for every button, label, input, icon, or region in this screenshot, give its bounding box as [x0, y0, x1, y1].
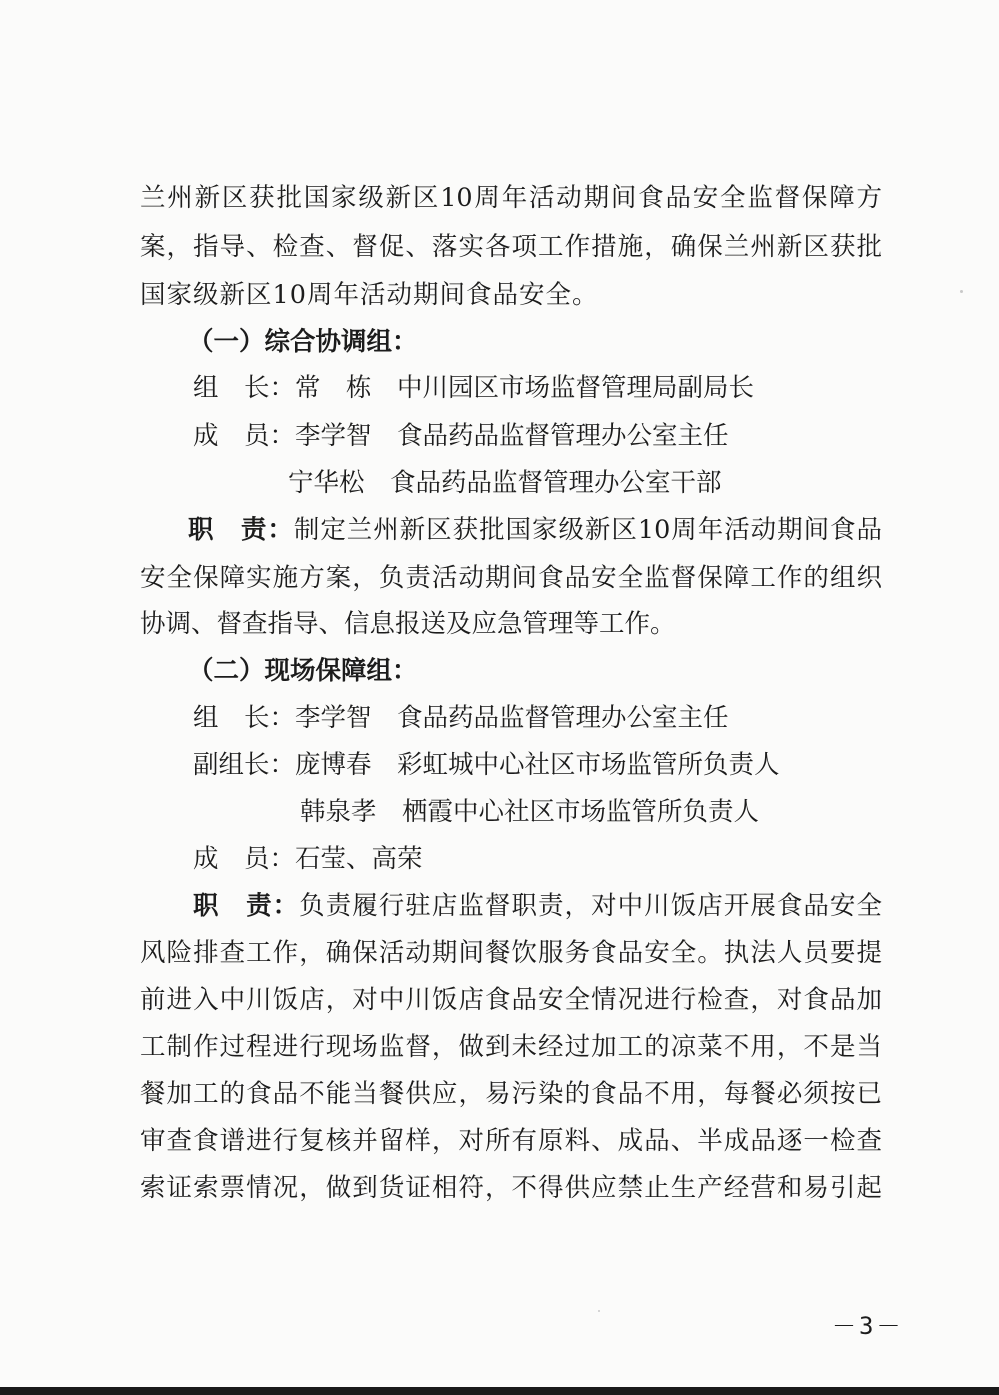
group1-leader-row: [193, 373, 935, 403]
group2-deputy-row-1: [193, 750, 935, 780]
group2-members-label: 成 员：: [193, 844, 296, 874]
group2-deputy-label: 副组长：: [193, 750, 296, 780]
group1-heading: （一）综合协调组：: [188, 327, 418, 357]
intro-line-1: 兰州新区获批国家级新区10周年活动期间食品安全监督保障方: [140, 183, 882, 213]
group2-members: 石莹、高荣: [295, 844, 423, 874]
group1-leader-label: 组 长：: [193, 373, 296, 403]
group1-leader: 常 栋 中川园区市场监督管理局副局长: [295, 373, 755, 403]
group1-member-row-1: [193, 421, 935, 451]
group1-duty-line-2: 安全保障实施方案，负责活动期间食品安全监督保障工作的组织: [140, 563, 882, 593]
group1-member-1: 李学智 食品药品监督管理办公室主任: [295, 421, 729, 451]
intro-line-3: 国家级新区10周年活动期间食品安全。: [140, 280, 599, 310]
group2-duty-label: 职 责：: [193, 891, 300, 921]
group1-duty-line-1: [188, 515, 882, 545]
group2-members-row: [193, 844, 935, 874]
group2-duty-line-1: [193, 891, 882, 921]
group2-leader-label: 组 长：: [193, 703, 296, 733]
scan-speck: [960, 290, 963, 293]
group2-leader-row: [193, 703, 935, 733]
group1-duty-text-1: 制定兰州新区获批国家级新区10周年活动期间食品: [293, 515, 882, 545]
group1-members-label: 成 员：: [193, 421, 296, 451]
group2-leader: 李学智 食品药品监督管理办公室主任: [295, 703, 729, 733]
group2-duty-line-4: 工制作过程进行现场监督，做到未经过加工的凉菜不用，不是当: [140, 1032, 882, 1062]
group2-deputy-1: 庞博春 彩虹城中心社区市场监管所负责人: [295, 750, 780, 780]
scan-bottom-edge: [0, 1387, 999, 1395]
group1-duty-line-3: 协调、督查指导、信息报送及应急管理等工作。: [140, 609, 676, 639]
group2-duty-line-3: 前进入中川饭店，对中川饭店食品安全情况进行检查，对食品加: [140, 985, 882, 1015]
group2-duty-line-2: 风险排查工作，确保活动期间餐饮服务食品安全。执法人员要提: [140, 938, 882, 968]
group2-duty-line-6: 审查食谱进行复核并留样，对所有原料、成品、半成品逐一检查: [140, 1126, 882, 1156]
group1-member-2: 宁华松 食品药品监督管理办公室干部: [288, 468, 722, 498]
group2-duty-line-7: 索证索票情况，做到货证相符，不得供应禁止生产经营和易引起: [140, 1173, 882, 1203]
group2-deputy-2: 韩泉孝 栖霞中心社区市场监管所负责人: [300, 797, 760, 827]
page-number: －3－: [832, 1312, 904, 1340]
group2-duty-text-1: 负责履行驻店监督职责，对中川饭店开展食品安全: [299, 891, 882, 921]
group2-heading: （二）现场保障组：: [188, 656, 418, 686]
scan-speck: [598, 1310, 600, 1312]
group2-duty-line-5: 餐加工的食品不能当餐供应，易污染的食品不用，每餐必须按已: [140, 1079, 882, 1109]
group1-duty-label: 职 责：: [188, 515, 294, 545]
intro-line-2: 案，指导、检查、督促、落实各项工作措施，确保兰州新区获批: [140, 232, 882, 262]
